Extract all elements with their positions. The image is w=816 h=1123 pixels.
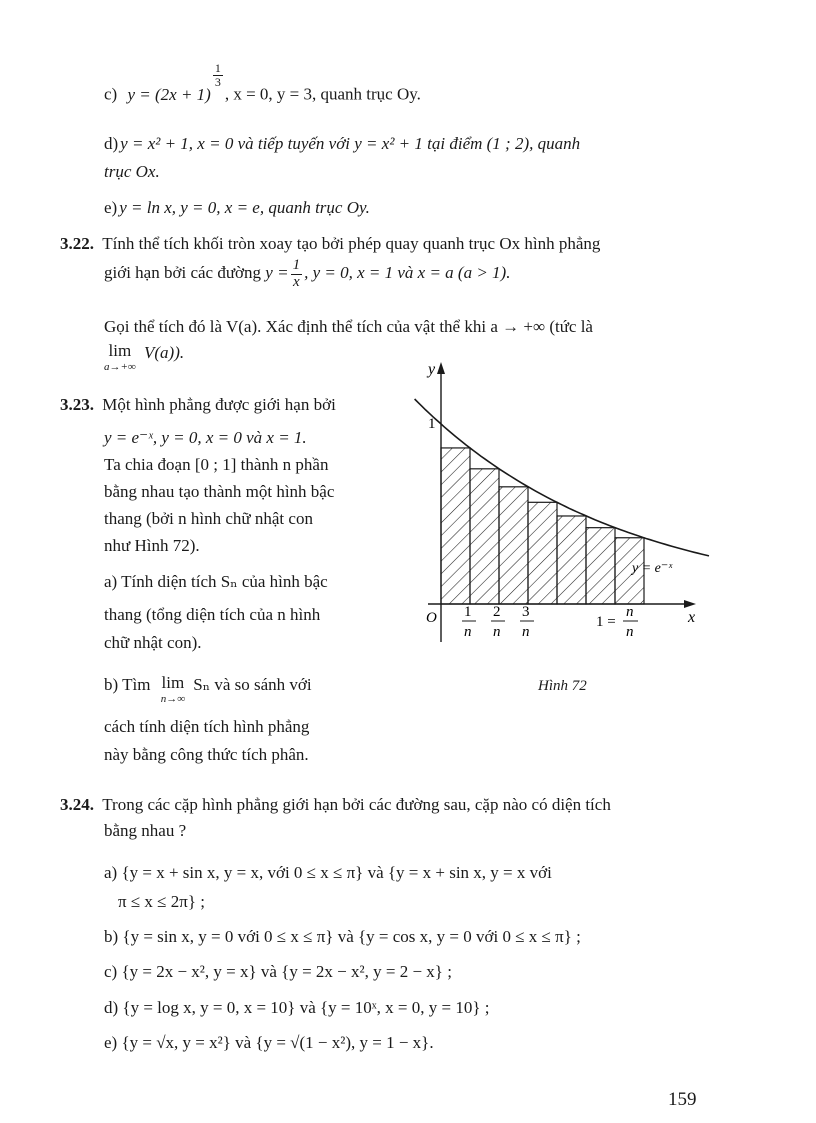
exercise-3-24-e: e) {y = √x, y = x²} và {y = √(1 − x²), y = 1 − x}.: [104, 1033, 434, 1052]
exercise-3-23-a-line3: chữ nhật con).: [104, 633, 202, 652]
y-axis-arrow: [437, 362, 445, 374]
x-tick-numerator: 3: [522, 604, 530, 620]
exercise-3-23-number: 3.23.: [60, 395, 94, 414]
x-tick-denominator: n: [464, 624, 472, 640]
exercise-3-23-line4: bằng nhau tạo thành một hình bậc: [104, 482, 335, 501]
x-tick-numerator: 1: [464, 604, 472, 620]
figure-72: [400, 360, 720, 680]
figure-caption: Hình 72: [538, 678, 587, 694]
origin-label: O: [426, 610, 437, 626]
exercise-3-22-text1: Tính thể tích khối tròn xoay tạo bởi phép quay quanh trục Ox hình phẳng: [102, 234, 601, 253]
page-number: 159: [668, 1089, 697, 1110]
item-c-exponent: $\frac{1}{3}$: [214, 61, 221, 89]
item-c-label: c): [104, 84, 118, 104]
item-d-label: d): [104, 134, 119, 153]
x-axis-label: x: [688, 609, 696, 626]
limit-n-infinity: lim n→∞: [160, 673, 186, 705]
x-tick-labels: [462, 604, 534, 640]
exercise-3-24-line1: 3.24. Trong các cặp hình phẳng giới hạn bởi các đường sau, cặp nào có diện tích: [60, 795, 611, 814]
exercise-3-22-line1: [60, 233, 600, 256]
step-rectangle: [528, 502, 557, 604]
x-tick-numerator: 2: [493, 604, 501, 620]
item-d-line1: [104, 133, 580, 156]
svg-text:n: n: [626, 604, 634, 620]
exercise-3-22-line3: Gọi thể tích đó là V(a). Xác định thể tích của vật thể khi a → +∞ (tức là: [104, 317, 593, 336]
item-e-label: e): [104, 198, 118, 217]
exercise-3-24-d: d) {y = log x, y = 0, x = 10} và {y = 10ˣ, x = 0, y = 10} ;: [104, 998, 490, 1017]
step-rectangle: [586, 528, 615, 604]
exercise-3-23-line2: y = e⁻ˣ, y = 0, x = 0 và x = 1.: [104, 428, 307, 447]
item-e-text: y = ln x, y = 0, x = e, quanh trục Oy.: [119, 198, 370, 217]
exercise-3-24-b: b) {y = sin x, y = 0 với 0 ≤ x ≤ π} và {y = cos x, y = 0 với 0 ≤ x ≤ π} ;: [104, 927, 581, 946]
exercise-3-23-line1: 3.23. Một hình phẳng được giới hạn bởi: [60, 395, 336, 414]
svg-text:1 =: 1 =: [596, 614, 616, 630]
x-tick-denominator: n: [522, 624, 530, 640]
step-rectangle: [470, 469, 499, 604]
exercise-3-23-a-line2: thang (tổng diện tích của n hình: [104, 605, 321, 624]
step-rectangle: [499, 487, 528, 604]
exercise-3-24-a-line2: π ≤ x ≤ 2π} ;: [118, 892, 205, 911]
exercise-3-24-number: 3.24.: [60, 795, 94, 814]
exercise-3-23-line3: Ta chia đoạn [0 ; 1] thành n phần: [104, 455, 329, 474]
exercise-3-23-line6: như Hình 72).: [104, 536, 200, 555]
exercise-3-23-b-line2: cách tính diện tích hình phẳng: [104, 717, 310, 736]
x-tick-end: [596, 604, 638, 640]
exercise-3-23-line5: thang (bởi n hình chữ nhật con: [104, 509, 313, 528]
item-c-formula: y = (2x + 1): [127, 84, 211, 104]
item-d-line2: trục Ox.: [104, 162, 160, 181]
exercise-3-23-b-line3: này bằng công thức tích phân.: [104, 745, 309, 764]
item-c-rest: , x = 0, y = 3, quanh trục Oy.: [224, 84, 421, 104]
item-c: [104, 62, 421, 110]
exercise-3-24-line2: bằng nhau ?: [104, 821, 187, 840]
x-tick-denominator: n: [493, 624, 501, 640]
svg-text:n: n: [626, 624, 634, 640]
exercise-3-24-c: c) {y = 2x − x², y = x} và {y = 2x − x², y = 2 − x} ;: [104, 962, 452, 981]
y-axis-label: y: [428, 361, 436, 378]
y-tick-1: 1: [428, 416, 436, 432]
fraction-1-over-x: $\frac{1}{x}$: [292, 257, 301, 290]
exercise-3-22-number: 3.22.: [60, 234, 94, 253]
step-rectangle: [557, 516, 586, 604]
x-axis-arrow: [684, 600, 696, 608]
exercise-3-22-line4: lim a→+∞ V(a)).: [104, 341, 185, 373]
exercise-3-23-b-line1: b) Tìm lim n→∞ Sₙ và so sánh với: [104, 673, 312, 705]
exercise-3-23-a-line1: a) Tính diện tích Sₙ của hình bậc: [104, 572, 328, 591]
curve-label: y = e⁻ˣ: [632, 561, 673, 576]
exercise-3-22-line2: giới hạn bởi các đường y = $\frac{1}{x}$ , y = 0, x = 1 và x = a (a > 1).: [104, 257, 511, 290]
step-rectangles: [441, 448, 644, 604]
item-e: [104, 197, 370, 220]
exercise-3-24-a-line1: a) {y = x + sin x, y = x, với 0 ≤ x ≤ π} và {y = x + sin x, y = x với: [104, 863, 552, 882]
item-d-text: y = x² + 1, x = 0 và tiếp tuyến với y = x² + 1 tại điểm (1 ; 2), quanh: [120, 134, 581, 153]
limit-a-infinity: lim a→+∞: [104, 341, 136, 373]
step-rectangle: [441, 448, 470, 604]
